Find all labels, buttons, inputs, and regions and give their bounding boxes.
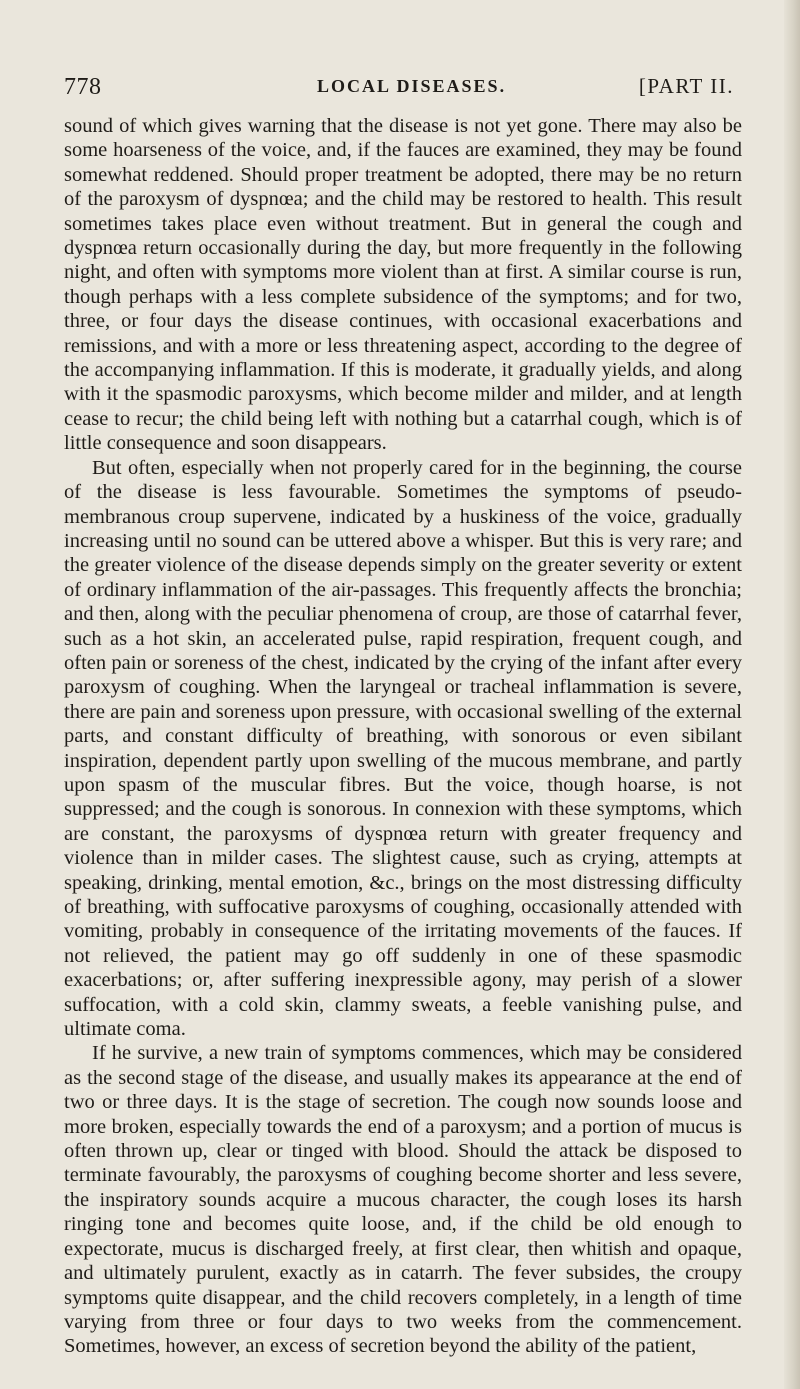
page-number: 778 (64, 74, 102, 100)
paragraph-continued: sound of which gives warning that the disease is not yet gone. There may also be some hoarseness of the voice, and, if the fauces are examined, they may be found somewhat reddened. Should proper treatment be adopted, there may be no return of the paroxysm of dyspnœa; and the child may be restored to health. This result sometimes takes place even without treatment. But in general the cough and dyspnœa return occasionally during the day, but more frequently in the following night, and often with symptoms more violent than at first. A similar course is run, though perhaps with a less complete subsidence of the symptoms; and for two, three, or four days the disease continues, with occasional exacerbations and remissions, and with a more or less threatening aspect, according to the degree of the accompanying inflammation. If this is moderate, it gradually yields, and along with it the spasmodic paroxysms, which become milder and milder, and at length cease to recur; the child being left with nothing but a catarrhal cough, which is of little consequence and soon disappears. (64, 115, 742, 455)
running-head (64, 74, 734, 104)
body-text (64, 114, 742, 1359)
paragraph-unfavourable-course: But often, especially when not properly cared for in the beginning, the course of the disease is less favourable. Sometimes the symptoms of pseudo-membranous croup supervene, indicated by a huskiness of the voice, gradually increasing until no sound can be uttered above a whisper. But this is very rare; and the greater violence of the disease depends simply on the greater severity or extent of ordinary inflammation of the air-passages. This frequently affects the bronchia; and then, along with the peculiar phenomena of croup, are those of catarrhal fever, such as a hot skin, an accelerated pulse, rapid respiration, frequent cough, and often pain or soreness of the chest, indicated by the crying of the infant after every paroxysm of coughing. When the laryngeal or tracheal inflammation is severe, there are pain and soreness upon pressure, with occasional swelling of the external parts, and constant difficulty of breathing, with sonorous or even sibilant inspiration, dependent partly upon swelling of the mucous membrane, and partly upon spasm of the muscular fibres. But the voice, though hoarse, is not suppressed; and the cough is sonorous. In connexion with these symptoms, which are constant, the paroxysms of dyspnœa return with greater frequency and violence than in milder cases. The slightest cause, such as crying, attempts at speaking, drinking, mental emotion, &c., brings on the most distressing difficulty of breathing, with suffocative paroxysms of coughing, occasionally attended with vomiting, probably in consequence of the irritating movements of the fauces. If not relieved, the patient may go off suddenly in one of these spasmodic exacerbations; or, after suffering inexpressible agony, may perish of a slower suffocation, with a cold skin, clammy sweats, a feeble vanishing pulse, and ultimate coma. (64, 456, 742, 1041)
page-edge-shadow (784, 0, 800, 1389)
part-label: [PART II. (638, 74, 734, 98)
paragraph-second-stage: If he survive, a new train of symptoms commences, which may be considered as the second stage of the disease, and usually makes its appearance at the end of two or three days. It is the stage of secretion. The cough now sounds loose and more broken, especially towards the end of a paroxysm; and a portion of mucus is often thrown up, clear or tinged with blood. Should the attack be disposed to terminate favourably, the paroxysms of coughing become shorter and less severe, the inspiratory sounds acquire a mucous character, the cough loses its harsh ringing tone and becomes quite loose, and, if the child be old enough to expectorate, mucus is discharged freely, at first clear, then whitish and opaque, and ultimately purulent, exactly as in catarrh. The fever subsides, the croupy symptoms quite disappear, and the child recovers completely, in a length of time varying from three or four days to two weeks from the commencement. Sometimes, however, an excess of secretion beyond the ability of the patient, (64, 1042, 742, 1358)
section-title: LOCAL DISEASES. (317, 76, 507, 96)
